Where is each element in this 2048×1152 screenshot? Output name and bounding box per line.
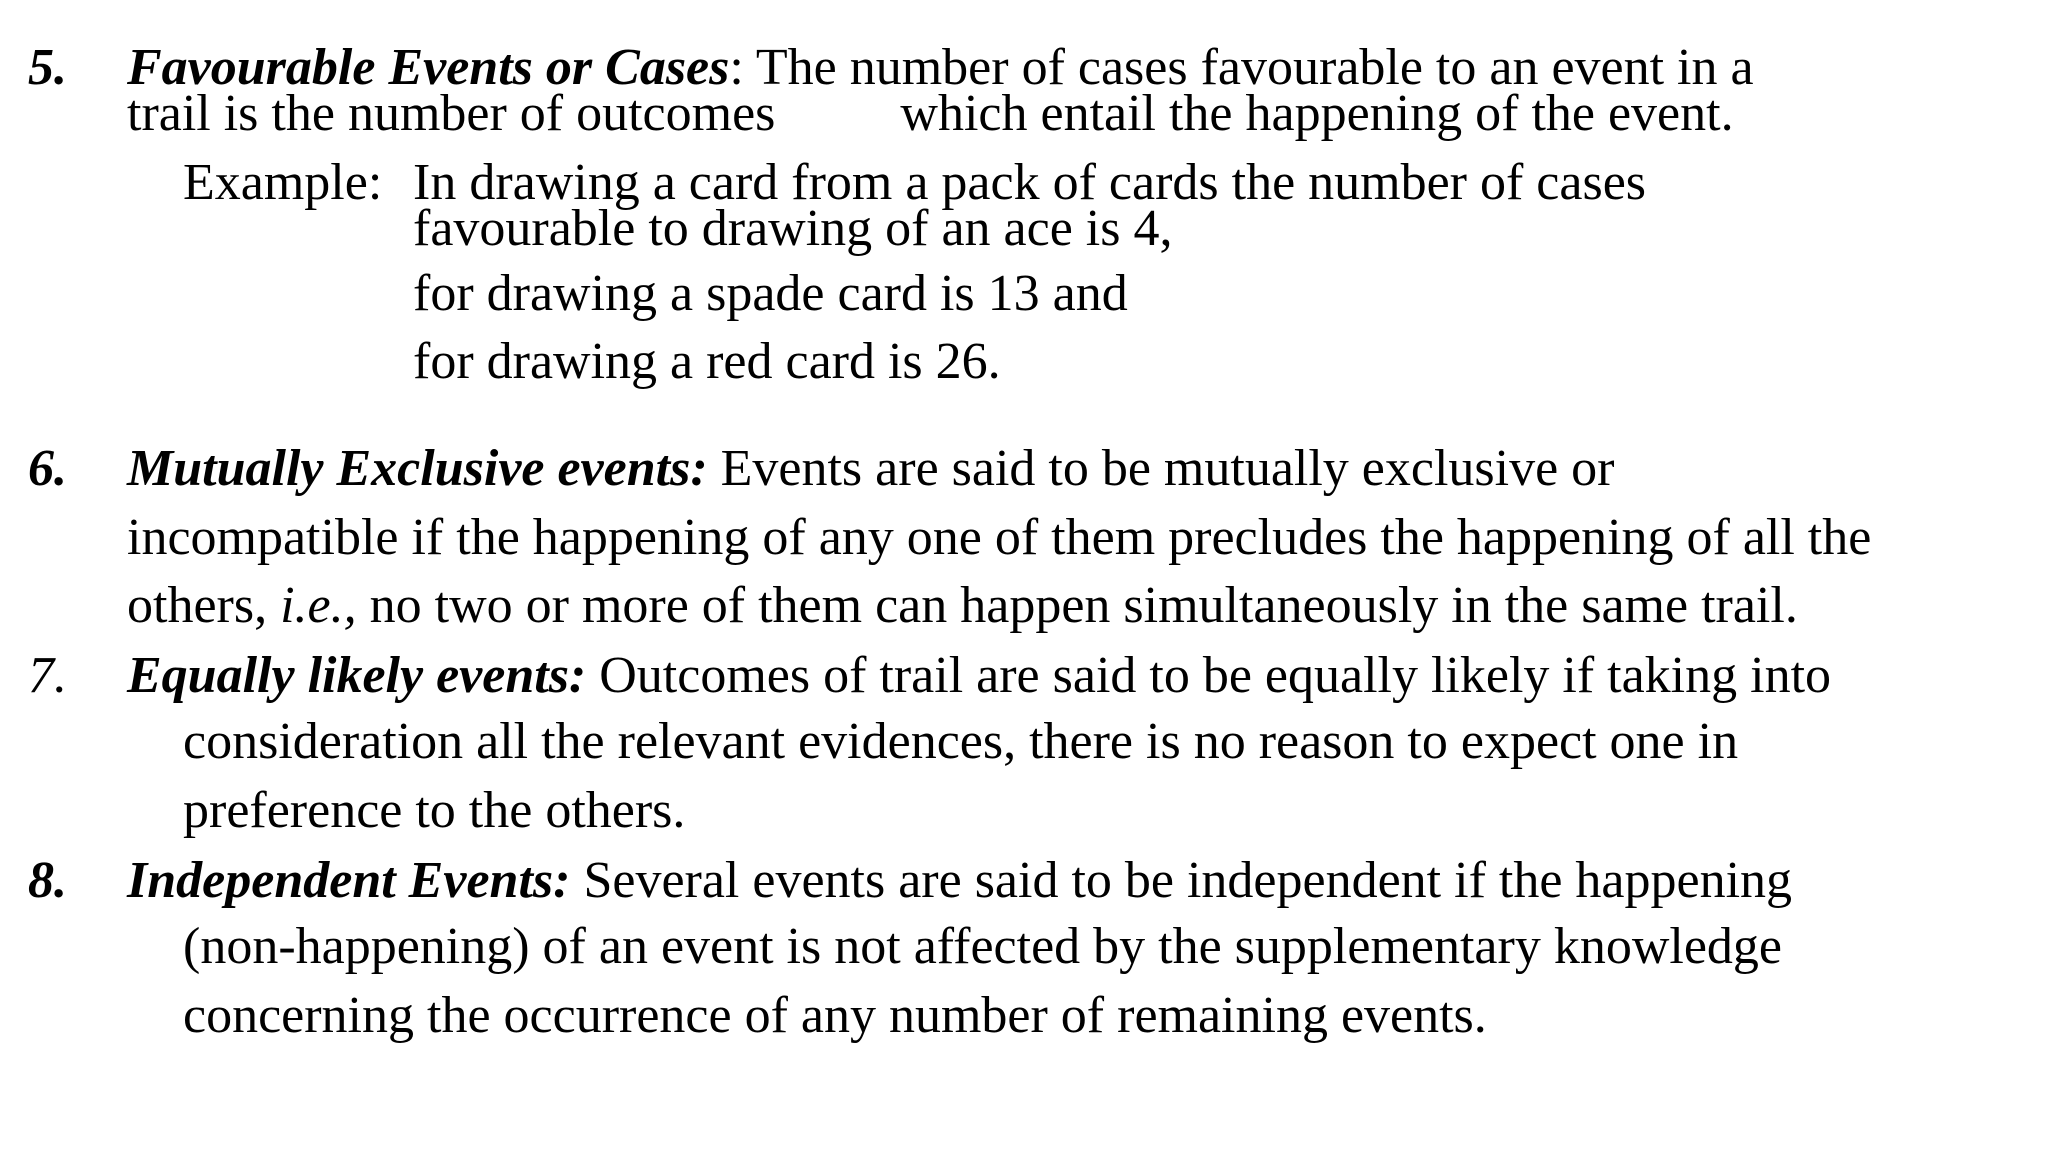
item-7-term: Equally likely events:	[127, 647, 587, 704]
item-6-line-3-b: no two or more of them can happen simultaneously in the same trail.	[356, 577, 1798, 634]
item-5-example-line-1: In drawing a card from a pack of cards the number of cases	[413, 154, 1647, 211]
item-5-term-suffix: :	[729, 39, 744, 96]
item-5-example-line-2: favourable to drawing of an ace is 4,	[413, 200, 1173, 257]
item-5-example-line-3: for drawing a spade card is 13 and	[413, 265, 1128, 322]
item-6-line-3	[127, 577, 1798, 634]
item-8-line-3: concerning the occurrence of any number of remaining events.	[183, 987, 1487, 1044]
item-7-line-1-text: Outcomes of trail are said to be equally likely if taking into	[586, 647, 1832, 704]
item-5-number: 5.	[28, 39, 67, 96]
item-5-term: Favourable Events or Cases	[127, 39, 730, 96]
item-6-number: 6.	[28, 440, 67, 497]
item-7-number: 7.	[28, 647, 67, 704]
item-8-line-2: (non-happening) of an event is not affected by the supplementary knowledge	[183, 918, 1782, 975]
item-6-line-1	[127, 440, 1615, 497]
item-6-term: Mutually Exclusive events:	[127, 440, 708, 497]
item-5-example-line-4: for drawing a red card is 26.	[413, 333, 1001, 390]
item-7-line-3: preference to the others.	[183, 782, 686, 839]
item-5-example-label: Example:	[183, 154, 383, 211]
item-8-line-1	[127, 852, 1793, 909]
item-7-line-1	[127, 647, 1832, 704]
item-8-line-1-text: Several events are said to be independent if the happening	[570, 852, 1793, 909]
item-8-term: Independent Events:	[127, 852, 571, 909]
item-5-line-1-text: The number of cases favourable to an event in a	[743, 39, 1754, 96]
item-5-line-2-a: trail is the number of outcomes	[127, 85, 776, 142]
item-6-line-2: incompatible if the happening of any one of them precludes the happening of all the	[127, 509, 1872, 566]
item-6-line-3-a: others,	[127, 577, 281, 634]
item-6-line-1-text: Events are said to be mutually exclusive or	[707, 440, 1615, 497]
item-6-line-3-ie: i.e.,	[280, 577, 357, 634]
item-8-number: 8.	[28, 852, 67, 909]
item-5-line-2-b: which entail the happening of the event.	[900, 85, 1734, 142]
item-7-line-2: consideration all the relevant evidences, there is no reason to expect one in	[183, 713, 1739, 770]
item-5-line-2	[127, 85, 1734, 142]
